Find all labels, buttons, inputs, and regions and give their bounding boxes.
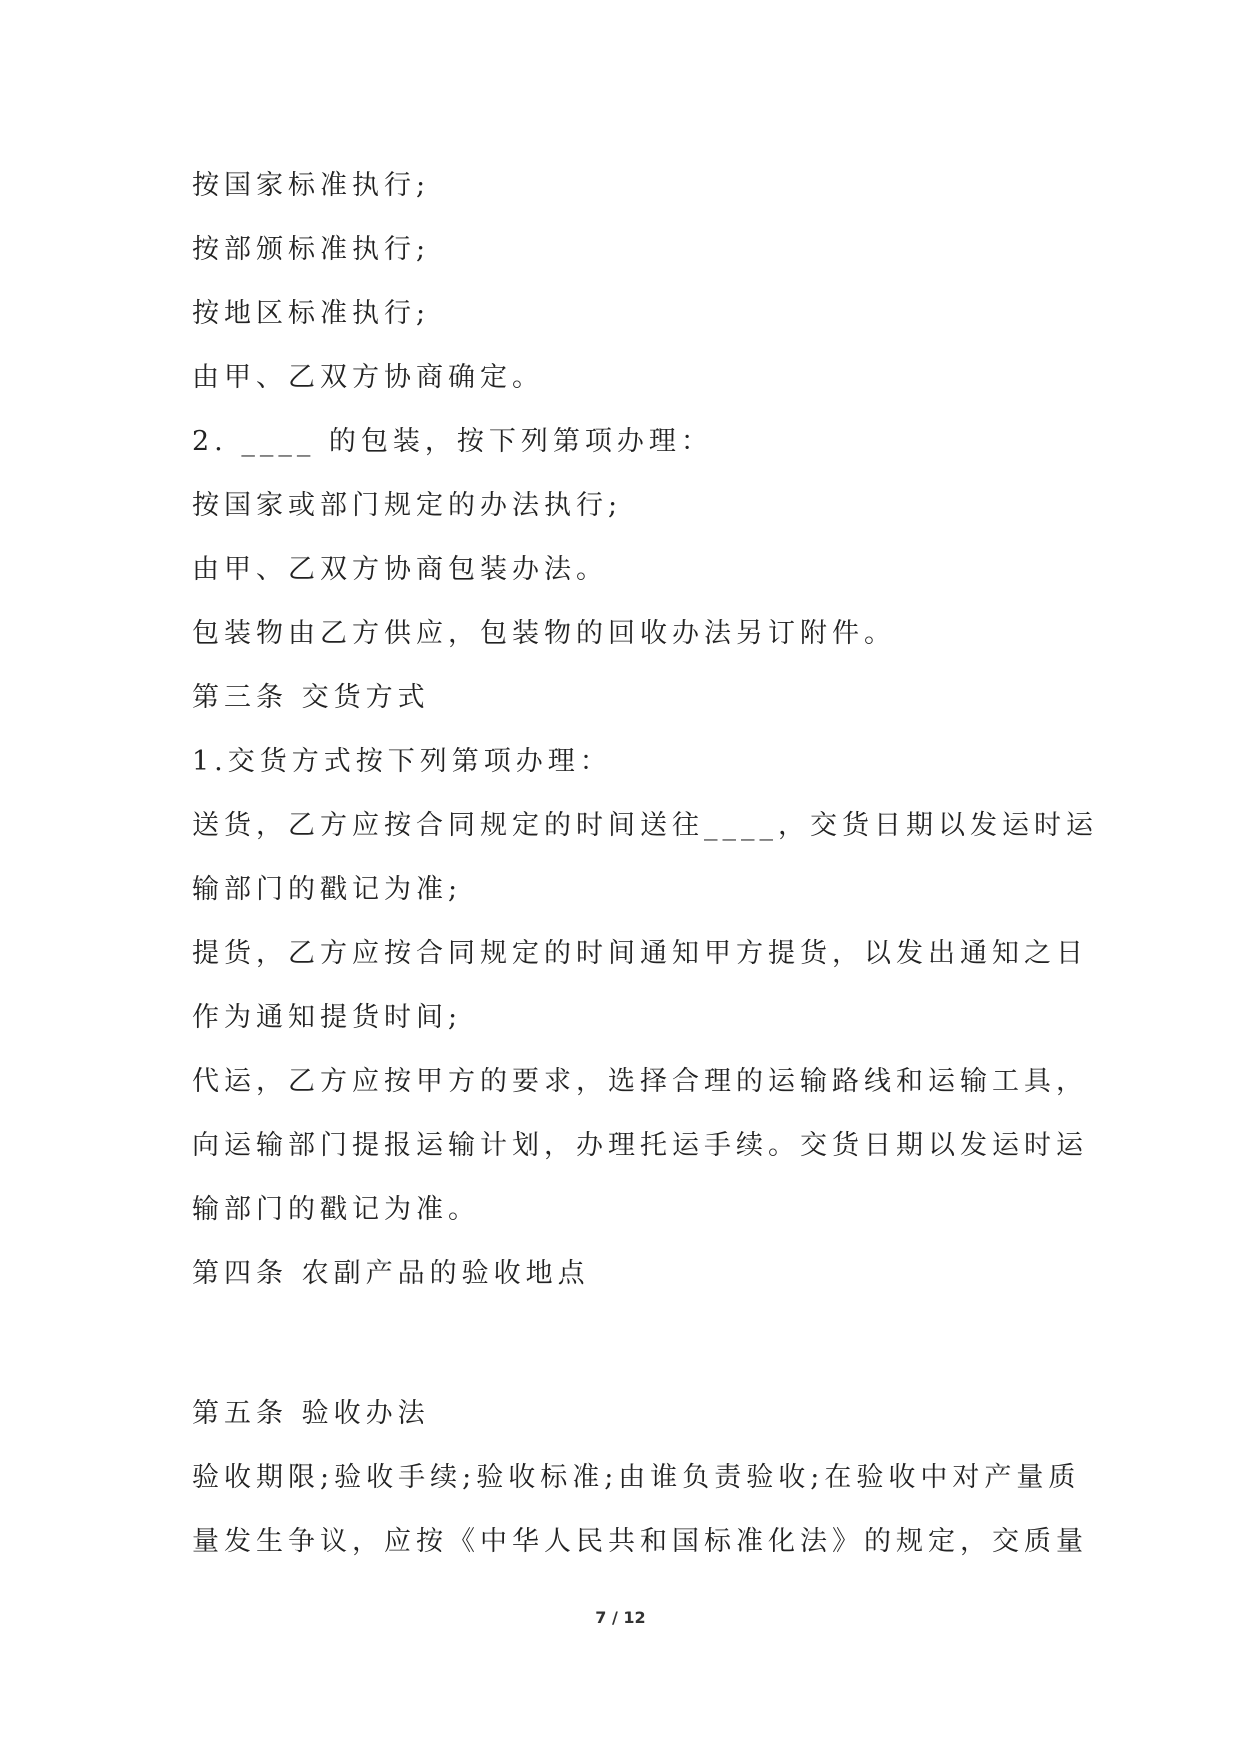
text-line: 按国家标准执行; [192, 170, 431, 201]
text-line: 作为通知提货时间; [192, 1002, 463, 1033]
text-line: 按国家或部门规定的办法执行; [192, 490, 623, 521]
text-line: 按地区标准执行; [192, 298, 431, 329]
text-line: 输部门的戳记为准。 [192, 1194, 480, 1225]
section-heading: 第三条 交货方式 [192, 682, 430, 713]
text-line: 送货，乙方应按合同规定的时间送往____，交货日期以发运时运 [192, 810, 1098, 841]
text-line: 2. ____ 的包装，按下列第项办理： [192, 426, 713, 457]
text-line: 提货，乙方应按合同规定的时间通知甲方提货，以发出通知之日 [192, 938, 1088, 969]
text-line: 由甲、乙双方协商确定。 [192, 362, 544, 393]
text-line: 验收期限;验收手续;验收标准;由谁负责验收;在验收中对产量质 [192, 1462, 1081, 1493]
section-heading: 第五条 验收办法 [192, 1398, 430, 1429]
text-line: 1.交货方式按下列第项办理： [192, 746, 612, 777]
text-line: 向运输部门提报运输计划，办理托运手续。交货日期以发运时运 [192, 1130, 1088, 1161]
text-line: 输部门的戳记为准; [192, 874, 463, 905]
text-line: 代运，乙方应按甲方的要求，选择合理的运输路线和运输工具， [192, 1066, 1088, 1097]
text-line: 量发生争议，应按《中华人民共和国标准化法》的规定，交质量 [192, 1526, 1088, 1557]
text-line: 包装物由乙方供应，包装物的回收办法另订附件。 [192, 618, 896, 649]
text-line: 由甲、乙双方协商包装办法。 [192, 554, 608, 585]
text-line: 按部颁标准执行; [192, 234, 431, 265]
section-heading: 第四条 农副产品的验收地点 [192, 1258, 590, 1289]
page-number: 7 / 12 [595, 1608, 646, 1627]
